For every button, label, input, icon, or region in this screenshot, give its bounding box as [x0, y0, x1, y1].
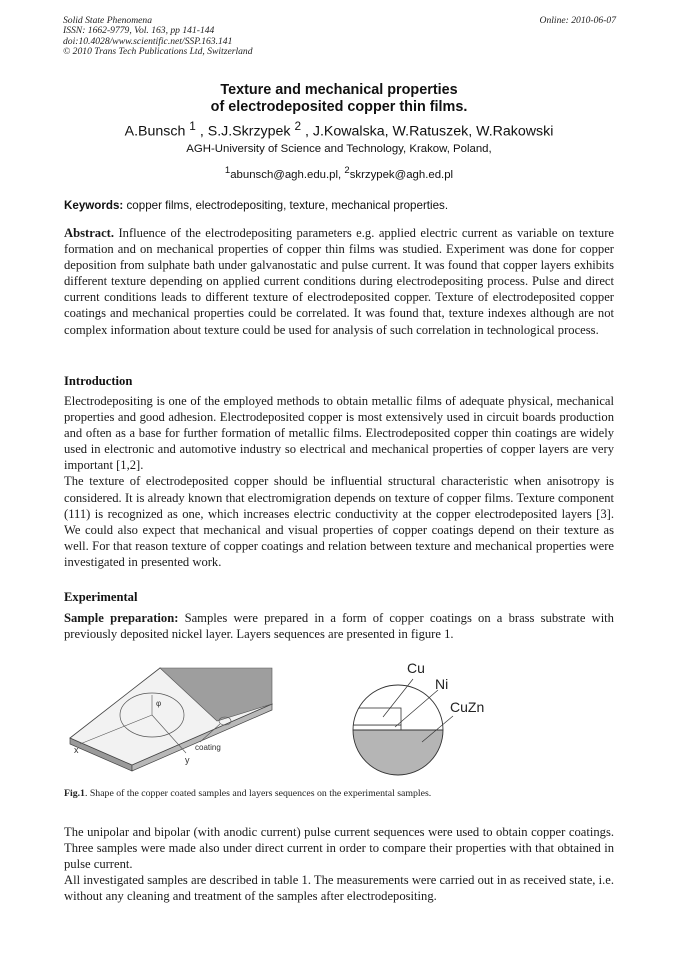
figure-1-layer-sequence	[350, 656, 500, 786]
pulse-paragraph-2: All investigated samples are described in table 1. The measurements were carried out in as received state, i.e. without any cleaning and treatment of the samples after electrodepositing.	[64, 873, 614, 904]
author-2: , S.J.Skrzypek	[199, 123, 291, 140]
y-label: y	[185, 755, 190, 765]
email-2: skrzypek@agh.ed.pl	[349, 168, 454, 181]
ni-label: Ni	[435, 676, 449, 692]
figure-1-sample-drawing	[60, 660, 290, 775]
keywords	[64, 199, 448, 213]
figure-1-caption-text: . Shape of the copper coated samples and layers sequences on the experimental samples.	[84, 788, 432, 799]
author-list	[0, 117, 678, 141]
sample-preparation	[64, 610, 614, 642]
figure-1-caption-label: Fig.1	[64, 788, 85, 799]
paper-title-line2: of electrodeposited copper thin films.	[210, 99, 468, 115]
abstract	[64, 225, 614, 338]
running-header	[63, 16, 253, 58]
experimental-heading: Experimental	[64, 590, 138, 604]
author-emails	[0, 164, 678, 182]
introduction-paragraph-2: The texture of electrodeposited copper should be influential structural characteristic when anisotropy is considered. It is already known that electromigration depends on texture of copper films. Texture component (111) is recognized as one, which increases electric conductivity at the copper electrodeposited layers [3]. We could also expect that mechanical and visual properties of copper coatings depend on their texture as well. For that reason texture of copper coatings and relation between texture and mechanical properties were investigated in presented work.	[64, 474, 614, 569]
author-1: A.Bunsch	[124, 123, 186, 140]
doi-line: doi:10.4028/www.scientific.net/SSP.163.141	[63, 35, 233, 47]
copyright-line: © 2010 Trans Tech Publications Ltd, Switzerland	[63, 46, 253, 58]
cuzn-label: CuZn	[450, 699, 485, 715]
abstract-text: Influence of the electrodepositing parameters e.g. applied electric current as variable on texture formation and on mechanical properties of copper thin films was studied. Experiment was done for copper deposition from sulphate bath under galvanostatic and pulse current. It was found that copper layers exhibits different texture depending on applied current conditions during electrodepositing process. Pulse and direct current conditions leads to different texture of electrodeposited copper. Texture of electrodeposited copper coatings and mechanical properties could be correlated. It was found that, texture indexes although are not complex information about texture could be used for analysis of such correlation in technological process.	[64, 226, 614, 337]
nickel-layer	[350, 725, 401, 730]
introduction-paragraph-1: Electrodepositing is one of the employed methods to obtain metallic films of adequate physical, mechanical properties and good adhesion. Electrodeposited copper is most extensively used in circuit boards production and often as a base for further formation of metallic films. Electrodeposited copper thin coatings are widely used in electronic and automotive industry so electrical and mechanical properties of copper layers are very important [1,2].	[64, 394, 614, 473]
sample-preparation-text: Samples were prepared in a form of copper coatings on a brass substrate with previously deposited nickel layer. Layers sequences are presented in figure 1.	[64, 611, 614, 642]
coating-label: coating	[195, 743, 221, 752]
online-date: Online: 2010-06-07	[539, 15, 616, 26]
sample-preparation-label: Sample preparation:	[64, 611, 179, 625]
pulse-current-text	[64, 824, 614, 904]
email-2-mark: 2	[344, 165, 350, 176]
journal-name: Solid State Phenomena	[63, 15, 152, 26]
cuzn-substrate	[350, 730, 500, 786]
author-2-affil-mark: 2	[294, 119, 302, 133]
email-1: abunsch@agh.edu.pl,	[230, 168, 345, 181]
x-label: x	[74, 745, 79, 755]
phi-label: φ	[156, 699, 162, 708]
cu-label: Cu	[407, 660, 425, 676]
introduction-body	[64, 393, 614, 570]
keywords-label: Keywords:	[64, 199, 124, 212]
other-authors: , J.Kowalska, W.Ratuszek, W.Rakowski	[305, 123, 554, 140]
keywords-text: copper films, electrodepositing, texture, mechanical properties.	[123, 199, 449, 212]
issn-line: ISSN: 1662-9779, Vol. 163, pp 141-144	[63, 25, 215, 37]
author-1-affil-mark: 1	[189, 119, 196, 133]
ni-leader	[395, 690, 438, 727]
email-1-mark: 1	[224, 165, 231, 176]
pulse-paragraph-1: The unipolar and bipolar (with anodic current) pulse current sequences were used to obtain copper coatings. Three samples were made also under direct current in order to compare their properties with that obtained in pulse current.	[64, 825, 614, 872]
paper-title-line1: Texture and mechanical properties	[220, 82, 458, 98]
introduction-heading: Introduction	[64, 374, 133, 388]
figure-1-caption	[64, 788, 431, 800]
abstract-label: Abstract.	[64, 226, 115, 240]
affiliation: AGH-University of Science and Technology, Krakow, Poland,	[186, 143, 492, 155]
